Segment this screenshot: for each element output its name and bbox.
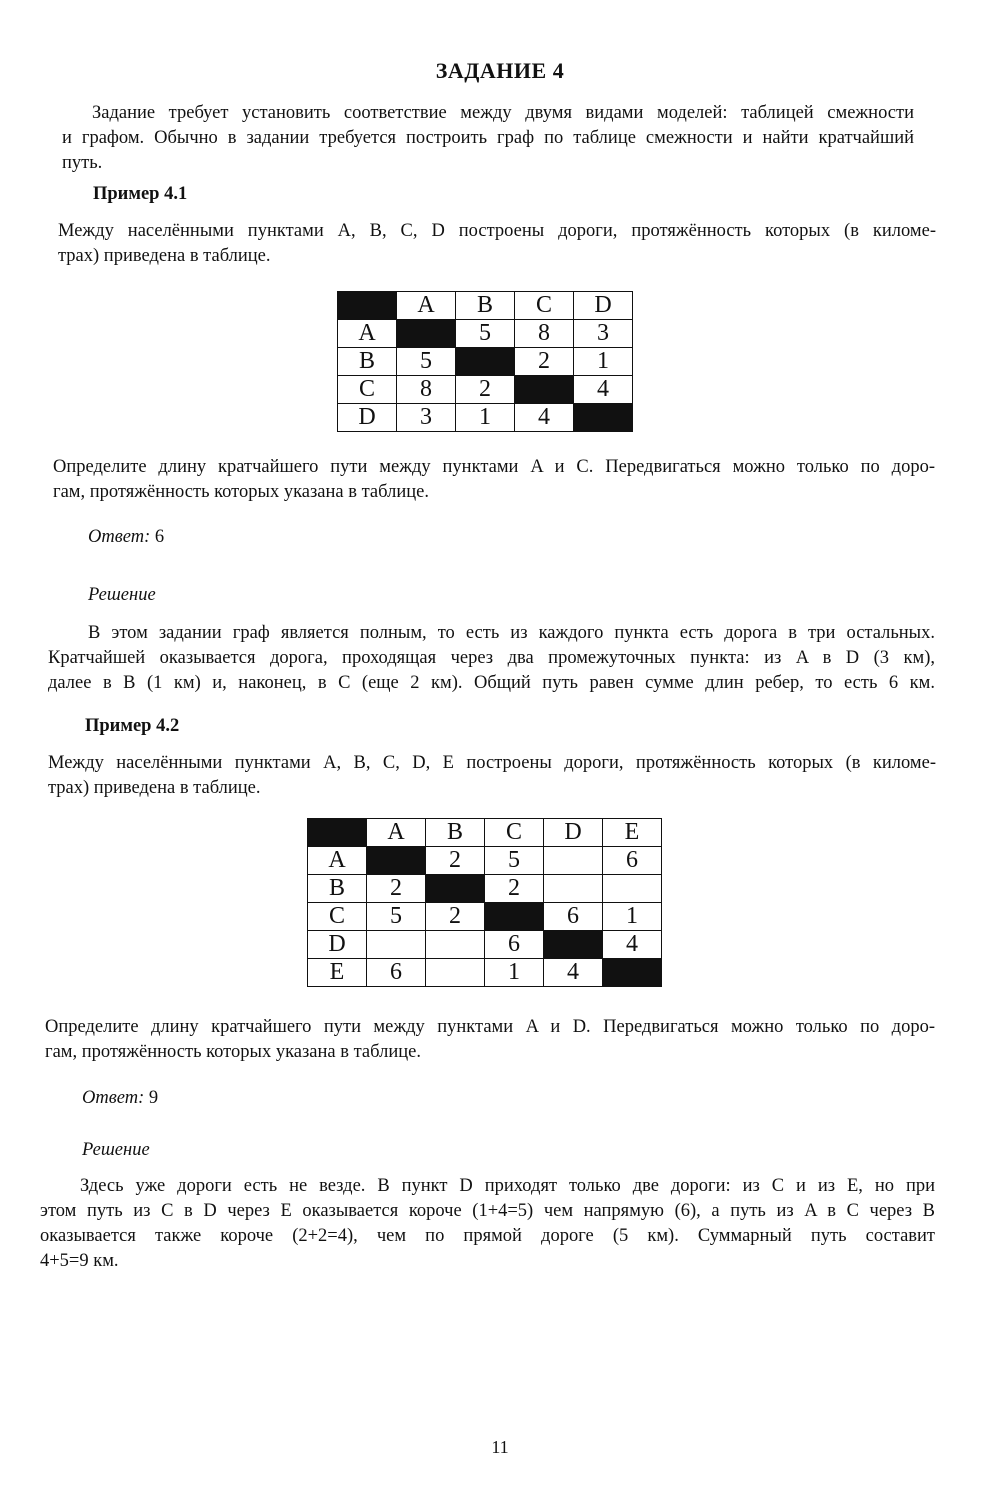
table-corner-cell bbox=[308, 819, 367, 847]
distance-cell: 4 bbox=[574, 376, 633, 404]
table-row bbox=[338, 348, 633, 376]
intro-paragraph bbox=[62, 101, 914, 176]
diagonal-cell bbox=[574, 404, 633, 432]
column-header: C bbox=[515, 292, 574, 320]
distance-cell: 5 bbox=[397, 348, 456, 376]
diagonal-cell bbox=[544, 931, 603, 959]
distance-cell: 2 bbox=[426, 847, 485, 875]
question-line: Определите длину кратчайшего пути между пунктами A и D. Передвигаться можно только по доро- bbox=[45, 1017, 935, 1037]
table-row bbox=[308, 903, 662, 931]
distance-cell: 6 bbox=[485, 931, 544, 959]
distance-cell: 2 bbox=[515, 348, 574, 376]
solution-line: далее в B (1 км) и, наконец, в C (еще 2 км). Общий путь равен сумме длин ребер, то есть 6 км. bbox=[48, 673, 935, 693]
row-header: A bbox=[338, 320, 397, 348]
distance-cell: 4 bbox=[544, 959, 603, 987]
diagonal-cell bbox=[485, 903, 544, 931]
page-title: ЗАДАНИЕ 4 bbox=[435, 58, 565, 83]
column-header: A bbox=[397, 292, 456, 320]
row-header: D bbox=[308, 931, 367, 959]
distance-cell: 5 bbox=[485, 847, 544, 875]
distance-cell: 5 bbox=[456, 320, 515, 348]
table-header-row bbox=[308, 819, 662, 847]
distance-cell: 1 bbox=[485, 959, 544, 987]
example2-heading: Пример 4.2 bbox=[85, 716, 180, 736]
statement-line: Между населёнными пунктами A, B, C, D, E построены дороги, протяжённость которых (в киломе- bbox=[48, 753, 936, 773]
diagonal-cell bbox=[397, 320, 456, 348]
example2-answer bbox=[82, 1088, 158, 1109]
distance-cell bbox=[544, 875, 603, 903]
table-row bbox=[308, 847, 662, 875]
column-header: D bbox=[574, 292, 633, 320]
distance-cell: 2 bbox=[456, 376, 515, 404]
row-header: C bbox=[338, 376, 397, 404]
table-row bbox=[338, 376, 633, 404]
example2-solution bbox=[40, 1174, 935, 1274]
diagonal-cell bbox=[603, 959, 662, 987]
table-row bbox=[338, 320, 633, 348]
distance-cell: 1 bbox=[574, 348, 633, 376]
column-header: B bbox=[426, 819, 485, 847]
question-line: Определите длину кратчайшего пути между пунктами A и C. Передвигаться можно только по доро- bbox=[53, 457, 935, 477]
intro-line: путь. bbox=[62, 153, 103, 173]
solution-line: 4+5=9 км. bbox=[40, 1251, 119, 1271]
table-row bbox=[308, 931, 662, 959]
distance-cell: 8 bbox=[515, 320, 574, 348]
example2-distance-table bbox=[307, 818, 662, 987]
example1-distance-table bbox=[337, 291, 633, 432]
table-corner-cell bbox=[338, 292, 397, 320]
table-row bbox=[338, 404, 633, 432]
example1-statement bbox=[58, 219, 936, 269]
distance-cell: 3 bbox=[574, 320, 633, 348]
example2-solution-label: Решение bbox=[82, 1140, 150, 1160]
column-header: E bbox=[603, 819, 662, 847]
row-header: A bbox=[308, 847, 367, 875]
distance-cell bbox=[426, 959, 485, 987]
distance-cell: 5 bbox=[367, 903, 426, 931]
diagonal-cell bbox=[456, 348, 515, 376]
page-number: 11 bbox=[491, 1437, 509, 1457]
example1-answer bbox=[88, 527, 164, 548]
example1-heading: Пример 4.1 bbox=[93, 184, 188, 204]
column-header: B bbox=[456, 292, 515, 320]
table-header-row bbox=[338, 292, 633, 320]
distance-cell bbox=[544, 847, 603, 875]
row-header: B bbox=[338, 348, 397, 376]
answer-value: 9 bbox=[148, 1088, 159, 1108]
diagonal-cell bbox=[367, 847, 426, 875]
distance-cell: 8 bbox=[397, 376, 456, 404]
solution-line: В этом задании граф является полным, то есть из каждого пункта есть дорога в три остальных. bbox=[88, 623, 935, 643]
diagonal-cell bbox=[426, 875, 485, 903]
distance-cell bbox=[367, 931, 426, 959]
solution-line: Здесь уже дороги есть не везде. В пункт D приходят только две дороги: из C и из E, но при bbox=[80, 1176, 935, 1196]
distance-cell: 3 bbox=[397, 404, 456, 432]
distance-cell bbox=[426, 931, 485, 959]
example2-statement bbox=[48, 751, 936, 801]
distance-cell: 1 bbox=[456, 404, 515, 432]
distance-cell: 6 bbox=[544, 903, 603, 931]
distance-cell: 2 bbox=[367, 875, 426, 903]
distance-cell: 2 bbox=[485, 875, 544, 903]
intro-line: и графом. Обычно в задании требуется построить граф по таблице смежности и найти кратчайший bbox=[62, 128, 914, 148]
answer-value: 6 bbox=[154, 527, 165, 547]
answer-label: Ответ: bbox=[88, 527, 151, 547]
statement-line: Между населёнными пунктами A, B, C, D построены дороги, протяжённость которых (в киломе- bbox=[58, 221, 936, 241]
distance-cell: 4 bbox=[603, 931, 662, 959]
column-header: C bbox=[485, 819, 544, 847]
row-header: D bbox=[338, 404, 397, 432]
distance-cell: 4 bbox=[515, 404, 574, 432]
column-header: D bbox=[544, 819, 603, 847]
example1-solution bbox=[48, 621, 935, 696]
distance-cell: 6 bbox=[603, 847, 662, 875]
statement-line: трах) приведена в таблице. bbox=[48, 778, 261, 798]
example2-question bbox=[45, 1015, 935, 1065]
distance-cell bbox=[603, 875, 662, 903]
intro-line: Задание требует установить соответствие между двумя видами моделей: таблицей смежности bbox=[92, 103, 914, 123]
example1-question bbox=[53, 455, 935, 505]
solution-line: Кратчайшей оказывается дорога, проходящая через два промежуточных пункта: из A в D (3 км), bbox=[48, 648, 935, 668]
example1-solution-label: Решение bbox=[88, 585, 156, 605]
distance-cell: 6 bbox=[367, 959, 426, 987]
solution-line: оказывается также короче (2+2=4), чем по прямой дороге (5 км). Суммарный путь составит bbox=[40, 1226, 935, 1246]
diagonal-cell bbox=[515, 376, 574, 404]
distance-cell: 2 bbox=[426, 903, 485, 931]
statement-line: трах) приведена в таблице. bbox=[58, 246, 271, 266]
answer-label: Ответ: bbox=[82, 1088, 145, 1108]
row-header: E bbox=[308, 959, 367, 987]
question-line: гам, протяжённость которых указана в таблице. bbox=[53, 482, 429, 502]
question-line: гам, протяжённость которых указана в таблице. bbox=[45, 1042, 421, 1062]
solution-line: этом путь из C в D через E оказывается короче (1+4=5) чем напрямую (6), а путь из A в C через B bbox=[40, 1201, 935, 1221]
row-header: B bbox=[308, 875, 367, 903]
column-header: A bbox=[367, 819, 426, 847]
table-row bbox=[308, 959, 662, 987]
table-row bbox=[308, 875, 662, 903]
row-header: C bbox=[308, 903, 367, 931]
distance-cell: 1 bbox=[603, 903, 662, 931]
